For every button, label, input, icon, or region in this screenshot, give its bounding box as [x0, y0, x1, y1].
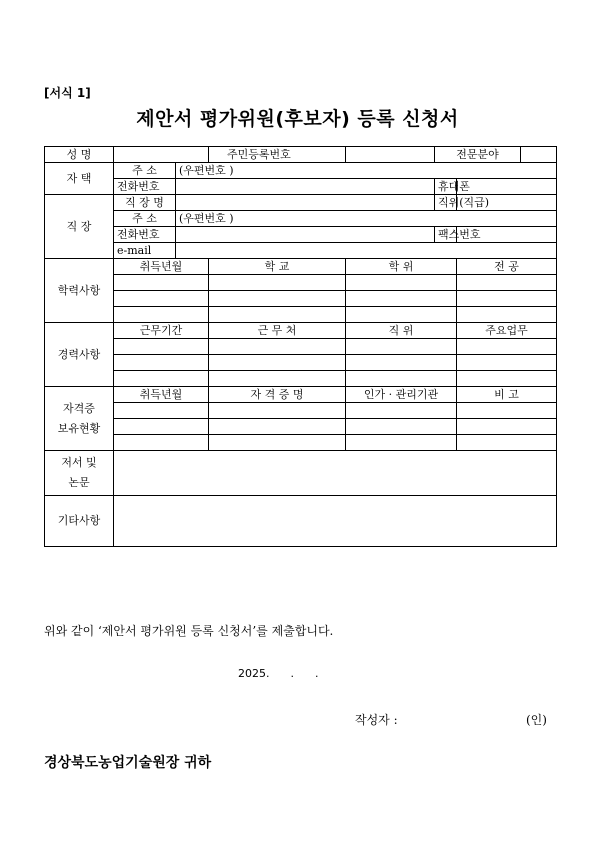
- home-label: 자 택: [45, 163, 114, 195]
- work-phone-field[interactable]: [176, 227, 435, 243]
- page-title: 제안서 평가위원(후보자) 등록 신청서: [136, 108, 459, 130]
- papers-label-line1: 저서 및: [61, 456, 97, 469]
- email-field[interactable]: [176, 243, 557, 259]
- field-label: 전문분야: [435, 147, 521, 163]
- declaration-text: 위와 같이 ‘제안서 평가위원 등록 신청서’를 제출합니다.: [44, 624, 334, 638]
- seal-mark: (인): [526, 713, 547, 727]
- work-phone-label: 전화번호: [114, 227, 176, 243]
- application-form-table: [44, 146, 557, 547]
- license-label-line1: 자격증: [63, 401, 95, 415]
- home-address-field[interactable]: [176, 163, 557, 179]
- home-postcode-text: (우편번호 ): [179, 163, 234, 177]
- signer-label: 작성자 :: [355, 713, 398, 727]
- career-row: [45, 371, 557, 387]
- career-header: 주요업무: [457, 323, 557, 339]
- other-field[interactable]: [114, 496, 557, 547]
- career-header: 근 무 처: [209, 323, 346, 339]
- work-address-field[interactable]: [176, 211, 557, 227]
- career-header: 근무기간: [114, 323, 209, 339]
- papers-label: [45, 451, 114, 496]
- rrn-label: 주민등록번호: [209, 147, 346, 163]
- name-field[interactable]: [114, 147, 209, 163]
- other-label: 기타사항: [45, 496, 114, 547]
- career-header: 직 위: [346, 323, 457, 339]
- work-label: 직 장: [45, 195, 114, 259]
- home-phone-label: 전화번호: [114, 179, 176, 195]
- education-header: 취득년월: [114, 259, 209, 275]
- mobile-field[interactable]: [457, 179, 557, 195]
- education-header: 학 위: [346, 259, 457, 275]
- email-label: e-mail: [114, 243, 176, 259]
- license-header: 인가 · 관리기관: [346, 387, 457, 403]
- license-row: [45, 419, 557, 435]
- rrn-field[interactable]: [346, 147, 435, 163]
- home-address-label: 주 소: [114, 163, 176, 179]
- license-label: [45, 387, 114, 451]
- education-header: 전 공: [457, 259, 557, 275]
- education-row: [45, 291, 557, 307]
- license-header: 자 격 증 명: [209, 387, 346, 403]
- education-row: [45, 307, 557, 323]
- license-header: 비 고: [457, 387, 557, 403]
- career-row: [45, 355, 557, 371]
- work-postcode-text: (우편번호 ): [179, 211, 234, 225]
- career-row: [45, 339, 557, 355]
- form-number: [서식 1]: [44, 86, 91, 100]
- workplace-label: 직 장 명: [114, 195, 176, 211]
- license-row: [45, 403, 557, 419]
- license-header: 취득년월: [114, 387, 209, 403]
- workplace-field[interactable]: [176, 195, 435, 211]
- name-label: 성 명: [45, 147, 114, 163]
- mobile-label: 휴대폰: [435, 179, 457, 195]
- education-label: 학력사항: [45, 259, 114, 323]
- date-line: 2025. . .: [238, 667, 319, 680]
- license-label-line2: 보유현황: [57, 421, 101, 435]
- career-label: 경력사항: [45, 323, 114, 387]
- work-address-label: 주 소: [114, 211, 176, 227]
- home-phone-field[interactable]: [176, 179, 435, 195]
- fax-label: 팩스번호: [435, 227, 457, 243]
- papers-label-line2: 논문: [68, 476, 90, 489]
- education-header: 학 교: [209, 259, 346, 275]
- license-row: [45, 435, 557, 451]
- field-field[interactable]: [521, 147, 557, 163]
- position-label: 직위(직급): [435, 195, 457, 211]
- recipient-line: 경상북도농업기술원장 귀하: [44, 755, 212, 771]
- papers-field[interactable]: [114, 451, 557, 496]
- education-row: [45, 275, 557, 291]
